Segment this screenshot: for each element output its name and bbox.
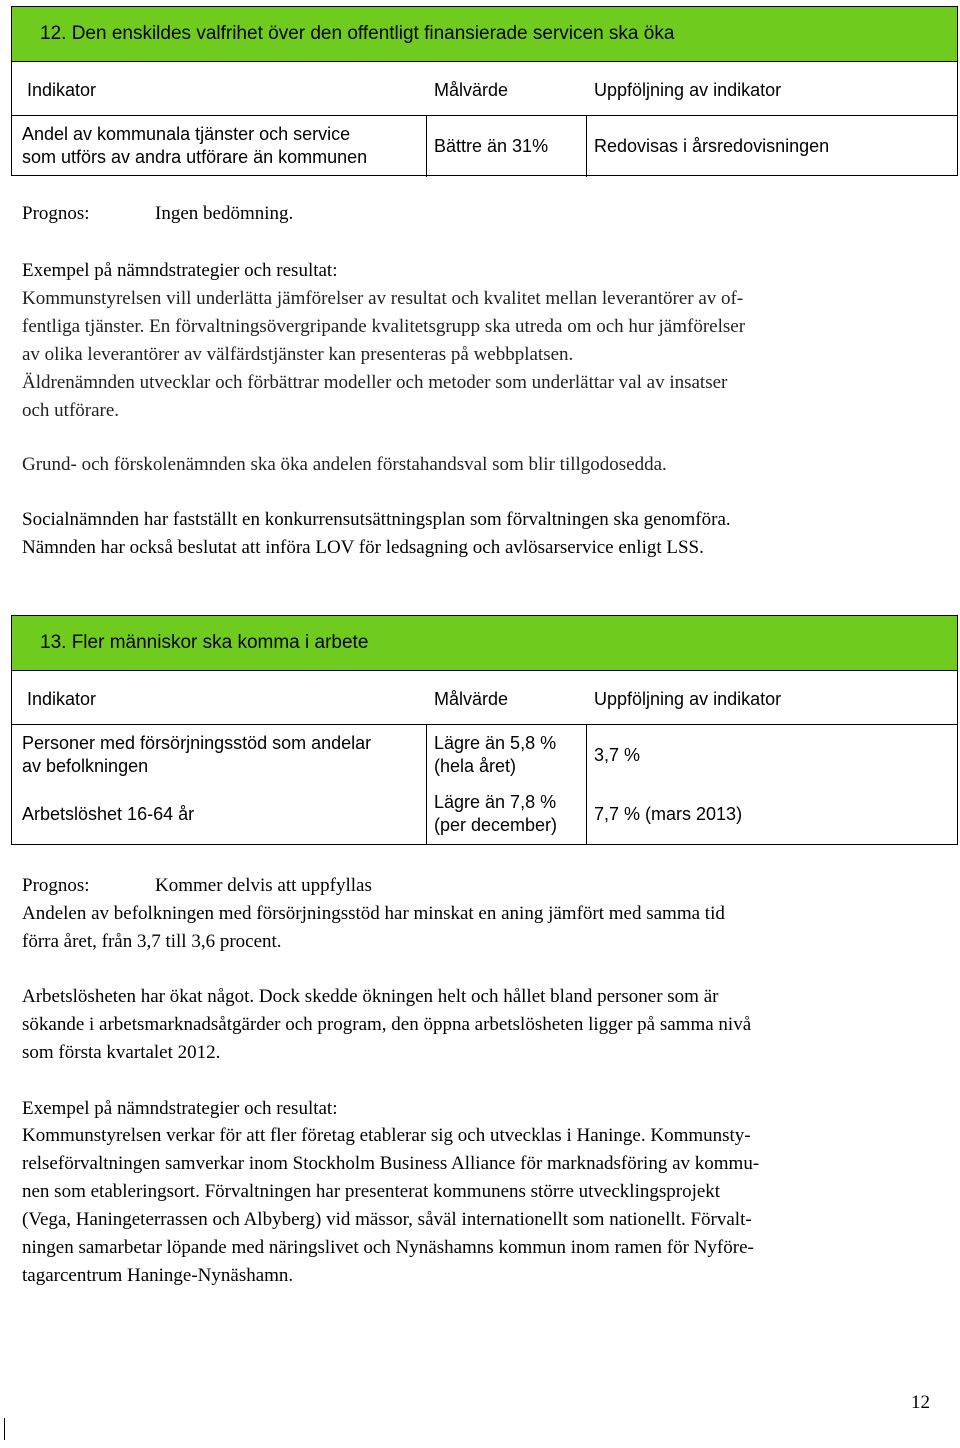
- section12-prognos: [22, 200, 942, 228]
- section13-row2-uppfoljning: 7,7 % (mars 2013): [594, 804, 743, 824]
- section12-table: [11, 6, 958, 176]
- section12-header-divider: [12, 115, 957, 116]
- section12-para3-line2: Nämnden har också beslutat att införa LOV för ledsagning och avlösarservice enligt LSS.: [22, 537, 704, 558]
- page-number: 12: [911, 1392, 930, 1413]
- section12-para1-line3: av olika leverantörer av välfärdstjänster kan presenteras på webbplatsen.: [22, 344, 574, 365]
- section12-para1: [22, 285, 942, 425]
- section12-para3-line1: Socialnämnden har fastställt en konkurrensutsättningsplan som förvaltningen ska genomföra.: [22, 509, 731, 530]
- section13-para3-line1: Kommunstyrelsen verkar för att fler företag etablerar sig och utvecklas i Haninge. Kommunsty-: [22, 1125, 751, 1146]
- section13-para3: [22, 1122, 942, 1290]
- section13-title-bar: [12, 616, 957, 670]
- section12-col-divider-1: [426, 115, 427, 177]
- section12-title: 12. Den enskildes valfrihet över den offentligt finansierade servicen ska öka: [40, 23, 675, 44]
- section12-prognos-label: Prognos:: [22, 203, 90, 224]
- section12-col-malvarde: Målvärde: [434, 80, 509, 100]
- section12-row1-malvarde: Bättre än 31%: [434, 136, 549, 156]
- section12-para1-line1: Kommunstyrelsen vill underlätta jämförelser av resultat och kvalitet mellan leverantörer av of-: [22, 288, 744, 309]
- section13-row2-malvarde-line1: Lägre än 7,8 %: [434, 792, 557, 812]
- section13-prognos: [22, 872, 942, 900]
- section12-exempel-heading: Exempel på nämndstrategier och resultat:: [22, 260, 338, 281]
- section13-para3-line3: nen som etableringsort. Förvaltningen har presenterat kommunens större utvecklingsprojekt: [22, 1181, 721, 1202]
- section12-para3: [22, 506, 942, 562]
- section13-para1-line1: Andelen av befolkningen med försörjningsstöd har minskat en aning jämfört med samma tid: [22, 903, 725, 924]
- section13-exempel-heading: Exempel på nämndstrategier och resultat:: [22, 1098, 338, 1119]
- section13-row2-indikator: Arbetslöshet 16-64 år: [22, 804, 195, 824]
- section13-para2-line1: Arbetslösheten har ökat något. Dock skedde ökningen helt och hållet bland personer som är: [22, 986, 719, 1007]
- section13-header-divider: [12, 724, 957, 725]
- section13-col-divider-1: [426, 724, 427, 844]
- section12-row1-uppfoljning: Redovisas i årsredovisningen: [594, 136, 830, 156]
- section13-col-divider-2: [586, 724, 587, 844]
- section12-col-uppfoljning: Uppföljning av indikator: [594, 80, 782, 100]
- section13-row1-malvarde-line1: Lägre än 5,8 %: [434, 733, 557, 753]
- section12-para1-line4: Äldrenämnden utvecklar och förbättrar modeller och metoder som underlättar val av insatser: [22, 372, 728, 393]
- section13-para2-line3: som första kvartalet 2012.: [22, 1042, 221, 1063]
- section13-table: [11, 615, 958, 845]
- section13-row1-indikator-line2: av befolkningen: [22, 756, 149, 776]
- section13-row1-uppfoljning: 3,7 %: [594, 745, 641, 765]
- section12-para1-line2: fentliga tjänster. En förvaltningsövergripande kvalitetsgrupp ska utreda om och hur jämförelser: [22, 316, 746, 337]
- section13-para3-line5: ningen samarbetar löpande med näringslivet och Nynäshamns kommun inom ramen för Nyföre-: [22, 1237, 754, 1258]
- section12-col-indikator: Indikator: [27, 80, 97, 100]
- section12-row1-indikator: [22, 123, 367, 169]
- section13-para3-line6: tagarcentrum Haninge-Nynäshamn.: [22, 1265, 294, 1286]
- section13-row1-indikator-line1: Personer med försörjningsstöd som andelar: [22, 733, 372, 753]
- section13-prognos-label: Prognos:: [22, 875, 90, 896]
- section13-para1-line2: förra året, från 3,7 till 3,6 procent.: [22, 931, 282, 952]
- section13-row1-malvarde: [434, 732, 556, 778]
- section12-para2: Grund- och förskolenämnden ska öka andelen förstahandsval som blir tillgodosedda.: [22, 454, 667, 475]
- section12-prognos-value: Ingen bedömning.: [155, 203, 294, 224]
- section13-para2-line2: sökande i arbetsmarknadsåtgärder och program, den öppna arbetslösheten ligger på samma nivå: [22, 1014, 752, 1035]
- section13-row1-malvarde-line2: (hela året): [434, 756, 517, 776]
- section13-row2-malvarde: [434, 791, 557, 837]
- section12-title-divider: [12, 61, 957, 62]
- section13-para1: [22, 900, 942, 956]
- section13-para3-line2: relseförvaltningen samverkar inom Stockholm Business Alliance för marknadsföring av kommu-: [22, 1153, 760, 1174]
- section13-prognos-value: Kommer delvis att uppfyllas: [155, 875, 372, 896]
- section13-title-divider: [12, 670, 957, 671]
- section13-col-malvarde: Målvärde: [434, 689, 509, 709]
- section12-title-bar: [12, 7, 957, 61]
- section13-row2-malvarde-line2: (per december): [434, 815, 558, 835]
- section13-para3-line4: (Vega, Haningeterrassen och Albyberg) vid mässor, såväl internationellt som nationellt. Förvalt-: [22, 1209, 752, 1230]
- section13-col-uppfoljning: Uppföljning av indikator: [594, 689, 782, 709]
- section12-col-divider-2: [586, 115, 587, 177]
- section12-row1-indikator-line1: Andel av kommunala tjänster och service: [22, 124, 351, 144]
- section13-col-indikator: Indikator: [27, 689, 97, 709]
- section12-para1-line5: och utförare.: [22, 400, 120, 421]
- text-cursor-mark: [4, 1418, 5, 1440]
- section12-row1-indikator-line2: som utförs av andra utförare än kommunen: [22, 147, 368, 167]
- section13-para2: [22, 983, 942, 1067]
- section13-title: 13. Fler människor ska komma i arbete: [40, 632, 369, 653]
- section13-row1-indikator: [22, 732, 371, 778]
